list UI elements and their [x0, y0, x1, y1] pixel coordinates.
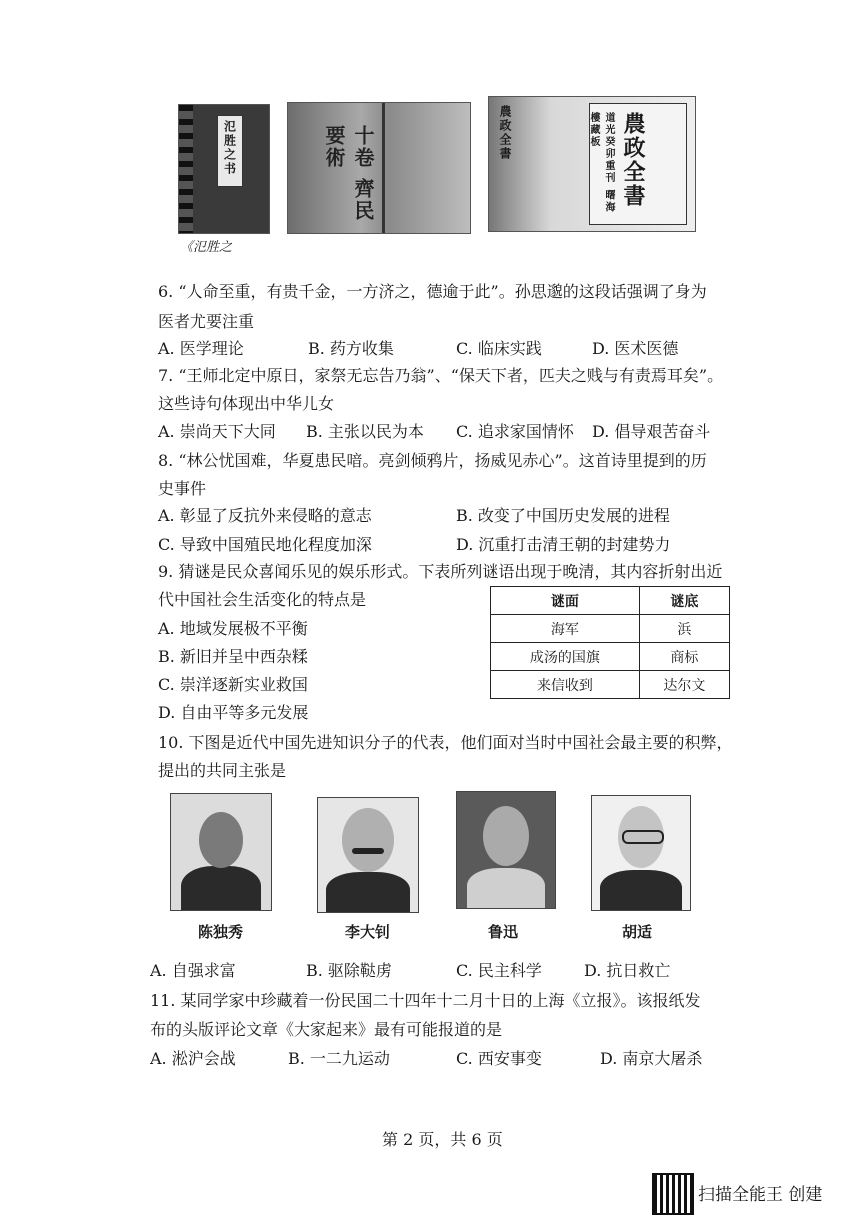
book-image-nong-zheng-quan-shu [488, 96, 696, 232]
q6-option-d[interactable]: D. 医术医德 [592, 339, 679, 358]
q7-stem-line2: 这些诗句体现出中华儿女 [158, 394, 335, 413]
q6-option-b[interactable]: B. 药方收集 [308, 339, 394, 358]
q8-option-b[interactable]: B. 改变了中国历史发展的进程 [456, 506, 670, 525]
book-binding [179, 105, 193, 233]
book-caption: 《氾胜之 [180, 240, 233, 255]
q10-option-a[interactable]: A. 自强求富 [150, 961, 236, 980]
q7-option-d[interactable]: D. 倡导艰苦奋斗 [592, 422, 711, 441]
q11-option-c[interactable]: C. 西安事变 [456, 1049, 542, 1068]
caption-li-dazhao: 李大钊 [345, 923, 391, 941]
caption-chen-duxiu: 陈独秀 [198, 923, 244, 941]
mustache [352, 848, 384, 854]
riddle-table-row [491, 671, 730, 699]
book-title: 氾胜之书 [222, 120, 237, 176]
q10-option-c[interactable]: C. 民主科学 [456, 961, 542, 980]
q6-stem-line1: 6. “人命至重，有贵千金，一方济之，德逾于此”。孙思邈的这段话强调了身为 [158, 282, 707, 301]
q9-option-b[interactable]: B. 新旧并呈中西杂糅 [158, 647, 308, 666]
q8-stem-line2: 史事件 [158, 479, 207, 498]
q6-option-c[interactable]: C. 临床实践 [456, 339, 542, 358]
riddle-table [490, 586, 730, 699]
riddle-table-row [491, 643, 730, 671]
q9-option-a[interactable]: A. 地域发展极不平衡 [158, 619, 308, 638]
page-fold [382, 103, 385, 233]
q7-option-a[interactable]: A. 崇尚天下大同 [158, 422, 276, 441]
portrait-li-dazhao [317, 797, 419, 913]
portrait-lu-xun [456, 791, 556, 909]
q6-stem-line2: 医者尤要注重 [158, 312, 255, 331]
scanner-watermark: 扫描全能王 创建 [698, 1185, 823, 1205]
q9-stem-line2: 代中国社会生活变化的特点是 [158, 590, 367, 609]
book-image-fan-sheng-zhi-shu [178, 104, 270, 234]
caption-lu-xun: 鲁迅 [488, 923, 519, 941]
q7-stem-line1: 7. “王师北定中原日，家祭无忘告乃翁”、“保天下者，匹夫之贱与有责焉耳矣”。 [158, 366, 724, 385]
riddle-table-row [491, 615, 730, 643]
q8-option-a[interactable]: A. 彰显了反抗外来侵略的意志 [158, 506, 372, 525]
book-cover-side-text: 道光癸卯重刊 曙海樓藏板 [588, 112, 614, 214]
page-number: 第 2 页，共 6 页 [382, 1130, 503, 1149]
riddle-answer: 浜 [639, 615, 729, 643]
q10-stem-line1: 10. 下图是近代中国先进知识分子的代表，他们面对当时中国社会最主要的积弊， [158, 733, 733, 752]
q8-option-d[interactable]: D. 沉重打击清王朝的封建势力 [456, 535, 671, 554]
riddle-table-header [491, 587, 730, 615]
q7-option-b[interactable]: B. 主张以民为本 [306, 422, 424, 441]
riddle-question: 来信收到 [491, 671, 640, 699]
q11-stem-line2: 布的头版评论文章《大家起来》最有可能报道的是 [150, 1020, 503, 1039]
book-page-text: 十卷 齊民要術 [322, 125, 375, 222]
book-title-slip [217, 115, 243, 187]
book-spine-text: 農政全書 [498, 105, 512, 161]
q10-option-d[interactable]: D. 抗日救亡 [584, 961, 671, 980]
caption-hu-shi: 胡适 [622, 923, 653, 941]
riddle-answer: 达尔文 [639, 671, 729, 699]
qr-code-icon [652, 1173, 694, 1215]
q11-option-b[interactable]: B. 一二九运动 [288, 1049, 390, 1068]
riddle-header-question: 谜面 [491, 587, 640, 615]
riddle-question: 成汤的国旗 [491, 643, 640, 671]
book-cover [589, 103, 687, 225]
book-image-qi-min-yao-shu [287, 102, 471, 234]
riddle-question: 海军 [491, 615, 640, 643]
book-cover-title: 農政全書 [620, 112, 646, 208]
portrait-chen-duxiu [170, 793, 272, 911]
portrait-hu-shi [591, 795, 691, 911]
q11-stem-line1: 11. 某同学家中珍藏着一份民国二十四年十二月十日的上海《立报》。该报纸发 [150, 991, 701, 1010]
q9-option-d[interactable]: D. 自由平等多元发展 [158, 703, 309, 722]
q10-stem-line2: 提出的共同主张是 [158, 761, 287, 780]
q11-option-a[interactable]: A. 淞沪会战 [150, 1049, 236, 1068]
q9-option-c[interactable]: C. 崇洋逐新实业救国 [158, 675, 308, 694]
q6-option-a[interactable]: A. 医学理论 [158, 339, 244, 358]
riddle-header-answer: 谜底 [639, 587, 729, 615]
glasses [622, 830, 664, 844]
q9-stem-line1: 9. 猜谜是民众喜闻乐见的娱乐形式。下表所列谜语出现于晚清，其内容折射出近 [158, 562, 723, 581]
q8-option-c[interactable]: C. 导致中国殖民地化程度加深 [158, 535, 372, 554]
q7-option-c[interactable]: C. 追求家国情怀 [456, 422, 574, 441]
q10-option-b[interactable]: B. 驱除鞑虏 [306, 961, 392, 980]
riddle-answer: 商标 [639, 643, 729, 671]
q11-option-d[interactable]: D. 南京大屠杀 [600, 1049, 703, 1068]
q8-stem-line1: 8. “林公忧国难，华夏患民喑。亮剑倾鸦片，扬威见赤心”。这首诗里提到的历 [158, 451, 707, 470]
